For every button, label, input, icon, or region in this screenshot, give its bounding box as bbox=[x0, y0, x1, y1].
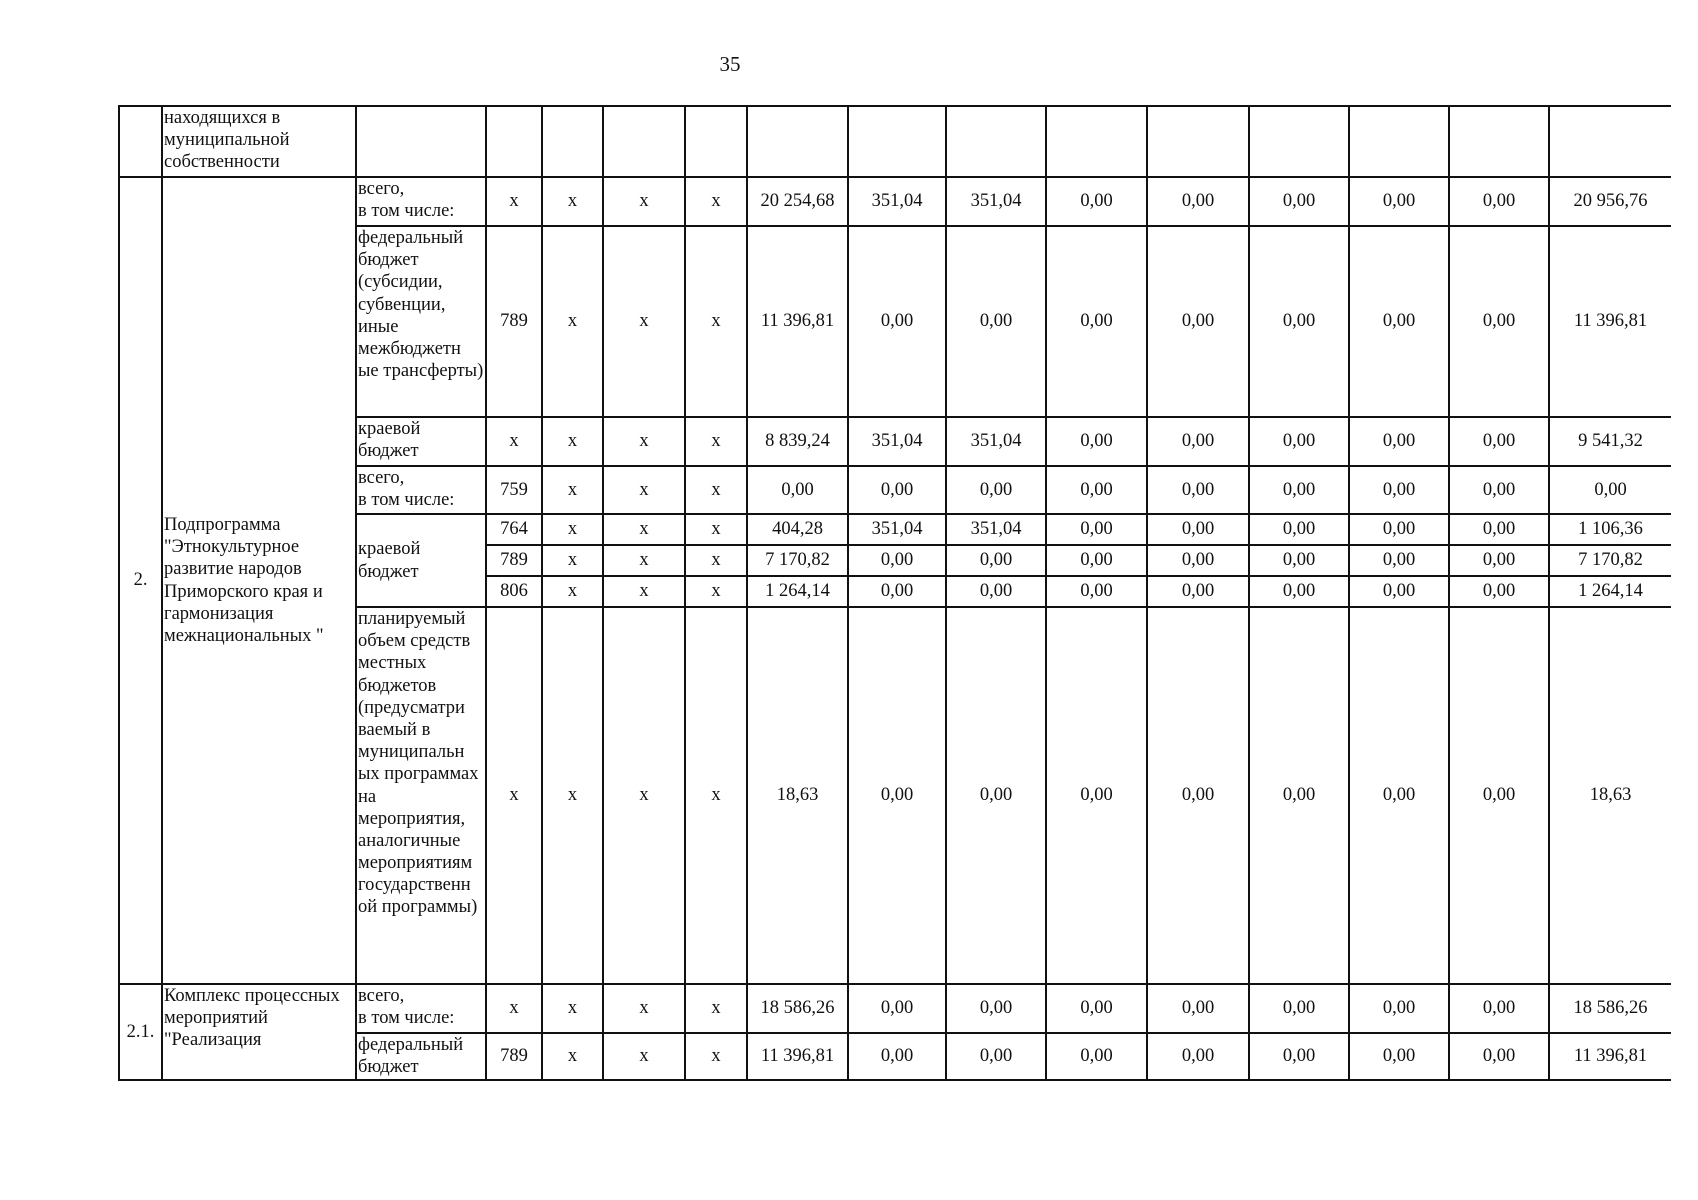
table-row: 789 x x x 7 170,82 0,00 0,00 0,00 0,00 0,00 0,00 0,00 7 170,82 bbox=[119, 545, 1671, 576]
table-row: 2.1. Комплекс процессных мероприятий "Реализация всего, в том числе: x x x x 18 586,26 0,00 0,00 0,00 0,00 0,00 0,00 0,00 18 586,26 bbox=[119, 984, 1671, 1033]
source-cell: всего, в том числе: bbox=[356, 466, 486, 514]
source-cell: краевой бюджет bbox=[356, 514, 486, 607]
budget-table bbox=[118, 105, 1671, 1081]
source-cell: всего, в том числе: bbox=[356, 984, 486, 1033]
table-row: 806 x x x 1 264,14 0,00 0,00 0,00 0,00 0,00 0,00 0,00 1 264,14 bbox=[119, 576, 1671, 607]
source-cell: всего, в том числе: bbox=[356, 177, 486, 226]
source-cell: федеральный бюджет bbox=[356, 1033, 486, 1080]
table-row: всего, в том числе: 759 x x x 0,00 0,00 0,00 0,00 0,00 0,00 0,00 0,00 0,00 bbox=[119, 466, 1671, 514]
table-row: федеральный бюджет (субсидии, субвенции, иные межбюджетн ые трансферты) 789 x x x 11 396,81 0,00 0,00 0,00 0,00 0,00 0,00 0,00 11 396,81 bbox=[119, 226, 1671, 417]
row-number-cell: 2. bbox=[119, 177, 162, 984]
complex-name-cell: Комплекс процессных мероприятий "Реализация bbox=[162, 984, 356, 1080]
table-row: краевой бюджет x x x x 8 839,24 351,04 351,04 0,00 0,00 0,00 0,00 0,00 9 541,32 bbox=[119, 417, 1671, 466]
row-number-cell: 2.1. bbox=[119, 984, 162, 1080]
table-row: федеральный бюджет 789 x x x 11 396,81 0,00 0,00 0,00 0,00 0,00 0,00 0,00 11 396,81 bbox=[119, 1033, 1671, 1080]
table-row: краевой бюджет 764 x x x 404,28 351,04 351,04 0,00 0,00 0,00 0,00 0,00 1 106,36 bbox=[119, 514, 1671, 545]
table-row bbox=[119, 106, 1671, 177]
row-number-cell bbox=[119, 106, 162, 177]
subprogram-name-cell: Подпрограмма "Этнокультурное развитие народов Приморского края и гармонизация межнациональных " bbox=[162, 177, 356, 984]
source-cell: планируемый объем средств местных бюджетов (предусматри ваемый в муниципальн ых программах на мероприятия, аналогичные мероприятиям государственн ой программы) bbox=[356, 607, 486, 984]
table-row: планируемый объем средств местных бюджетов (предусматри ваемый в муниципальн ых программах на мероприятия, аналогичные мероприятиям государственн ой программы) x x x x 18,63 0,00 0,00 0,00 0,00 0,00 0,00 0,00 18,63 bbox=[119, 607, 1671, 984]
source-cell: краевой бюджет bbox=[356, 417, 486, 466]
page-number: 35 bbox=[719, 52, 741, 76]
table-row: 2. Подпрограмма "Этнокультурное развитие народов Приморского края и гармонизация межнациональных " всего, в том числе: x x x x 20 254,68 351,04 351,04 0,00 0,00 0,00 0,00 0,00 20 956,76 bbox=[119, 177, 1671, 226]
row-name-cell: находящихся в муниципальной собственности bbox=[162, 106, 356, 177]
source-cell: федеральный бюджет (субсидии, субвенции, иные межбюджетн ые трансферты) bbox=[356, 226, 486, 417]
